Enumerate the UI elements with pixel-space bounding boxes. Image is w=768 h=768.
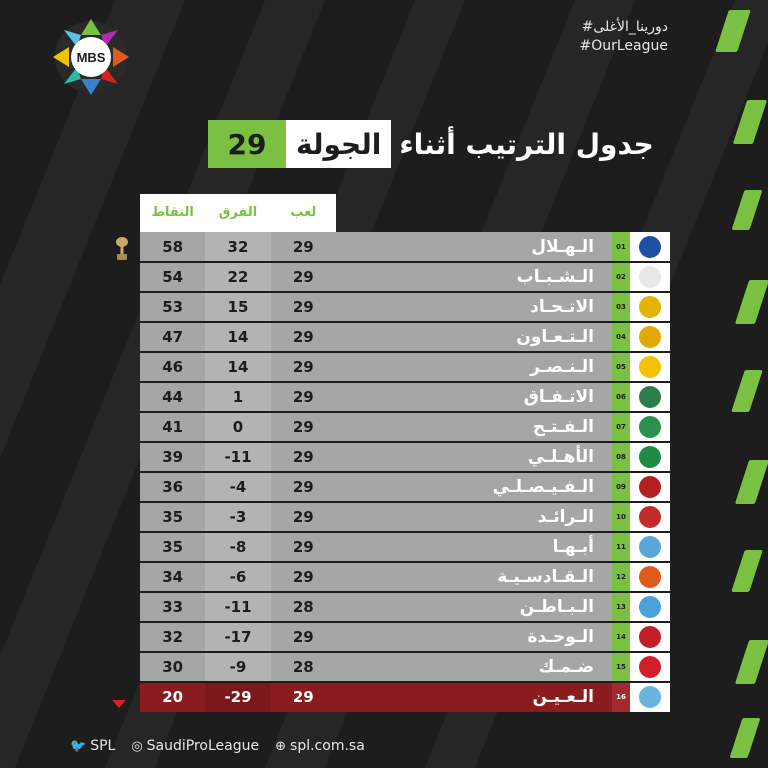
team-name: الـرائـد bbox=[537, 507, 594, 527]
row-separator bbox=[140, 681, 670, 683]
diff-cell: -9 bbox=[205, 652, 270, 682]
badge-cell bbox=[630, 442, 670, 472]
row-separator bbox=[140, 501, 670, 503]
hashtag-arabic: #دورينا_الأغلى bbox=[581, 19, 668, 35]
badge-cell bbox=[630, 352, 670, 382]
table-row bbox=[140, 322, 670, 352]
row-stats bbox=[140, 532, 336, 562]
website-link[interactable]: ⊕ spl.com.sa bbox=[275, 738, 365, 754]
row-stats bbox=[140, 352, 336, 382]
badge-cell bbox=[630, 262, 670, 292]
badge-cell bbox=[630, 652, 670, 682]
rank-cell: 02 bbox=[612, 262, 630, 292]
team-badge-icon bbox=[639, 356, 661, 378]
instagram-handle[interactable]: ◎ SaudiProLeague bbox=[131, 738, 260, 754]
table-row bbox=[140, 652, 670, 682]
team-name: الأهـلـي bbox=[527, 447, 594, 467]
row-separator bbox=[140, 471, 670, 473]
badge-cell bbox=[630, 382, 670, 412]
table-row bbox=[140, 262, 670, 292]
points-cell: 41 bbox=[162, 418, 184, 436]
rank-cell: 15 bbox=[612, 652, 630, 682]
row-separator bbox=[140, 621, 670, 623]
rank-cell: 06 bbox=[612, 382, 630, 412]
played-cell: 29 bbox=[292, 388, 314, 406]
rank-cell: 07 bbox=[612, 412, 630, 442]
standings-table bbox=[140, 232, 670, 718]
points-cell: 35 bbox=[162, 508, 184, 526]
points-cell: 36 bbox=[162, 478, 184, 496]
team-name-cell bbox=[336, 232, 612, 262]
played-cell: 29 bbox=[292, 538, 314, 556]
twitter-icon: 🐦 bbox=[70, 739, 87, 754]
team-name: الـبـاطـن bbox=[519, 597, 594, 617]
rank-cell: 03 bbox=[612, 292, 630, 322]
diff-cell: 14 bbox=[205, 322, 270, 352]
diff-cell: -6 bbox=[205, 562, 270, 592]
badge-cell bbox=[630, 532, 670, 562]
badge-cell bbox=[630, 472, 670, 502]
diff-cell: 1 bbox=[205, 382, 270, 412]
row-separator bbox=[140, 531, 670, 533]
points-cell: 35 bbox=[162, 538, 184, 556]
table-row bbox=[140, 622, 670, 652]
row-stats bbox=[140, 232, 336, 262]
badge-cell bbox=[630, 502, 670, 532]
team-name-cell bbox=[336, 532, 612, 562]
team-name-cell bbox=[336, 292, 612, 322]
table-row bbox=[140, 352, 670, 382]
team-name-cell bbox=[336, 352, 612, 382]
row-stats bbox=[140, 442, 336, 472]
badge-cell bbox=[630, 622, 670, 652]
rank-cell: 04 bbox=[612, 322, 630, 352]
points-cell: 54 bbox=[162, 268, 184, 286]
team-badge-icon bbox=[639, 296, 661, 318]
rank-cell: 09 bbox=[612, 472, 630, 502]
table-header bbox=[140, 194, 336, 232]
team-name: أبـهـا bbox=[552, 537, 594, 557]
team-badge-icon bbox=[639, 476, 661, 498]
team-name: الـقـادسـيـة bbox=[497, 567, 594, 587]
column-played: لعب bbox=[290, 205, 317, 220]
team-name: ضـمـك bbox=[538, 657, 594, 677]
table-row bbox=[140, 382, 670, 412]
accent-shard bbox=[731, 370, 763, 412]
team-name: الـفـتـح bbox=[532, 417, 594, 437]
row-stats bbox=[140, 622, 336, 652]
played-cell: 29 bbox=[292, 268, 314, 286]
played-cell: 29 bbox=[292, 628, 314, 646]
team-badge-icon bbox=[639, 506, 661, 528]
team-name-cell bbox=[336, 382, 612, 412]
table-row bbox=[140, 412, 670, 442]
badge-cell bbox=[630, 292, 670, 322]
played-cell: 28 bbox=[292, 658, 314, 676]
played-cell: 29 bbox=[292, 418, 314, 436]
points-cell: 44 bbox=[162, 388, 184, 406]
round-number: 29 bbox=[208, 120, 286, 168]
accent-shard bbox=[735, 460, 768, 504]
points-cell: 34 bbox=[162, 568, 184, 586]
footer bbox=[70, 738, 365, 754]
table-row bbox=[140, 592, 670, 622]
team-badge-icon bbox=[639, 686, 661, 708]
team-name: الـفـيـصـلـي bbox=[492, 477, 594, 497]
points-cell: 32 bbox=[162, 628, 184, 646]
rank-cell: 12 bbox=[612, 562, 630, 592]
row-stats bbox=[140, 262, 336, 292]
title-highlight: الجولة bbox=[286, 120, 391, 168]
row-separator bbox=[140, 321, 670, 323]
accent-shard bbox=[735, 280, 768, 324]
table-row bbox=[140, 682, 670, 712]
row-stats bbox=[140, 592, 336, 622]
accent-shard bbox=[735, 640, 768, 684]
badge-cell bbox=[630, 682, 670, 712]
rank-cell: 01 bbox=[612, 232, 630, 262]
accent-shard bbox=[731, 550, 763, 592]
team-name-cell bbox=[336, 592, 612, 622]
row-stats bbox=[140, 412, 336, 442]
team-name-cell bbox=[336, 622, 612, 652]
played-cell: 29 bbox=[292, 478, 314, 496]
points-cell: 53 bbox=[162, 298, 184, 316]
row-stats bbox=[140, 562, 336, 592]
diff-cell: 15 bbox=[205, 292, 270, 322]
team-name-cell bbox=[336, 652, 612, 682]
logo-text: MBS bbox=[76, 50, 106, 65]
points-cell: 39 bbox=[162, 448, 184, 466]
badge-cell bbox=[630, 232, 670, 262]
team-badge-icon bbox=[639, 446, 661, 468]
rank-cell: 11 bbox=[612, 532, 630, 562]
row-stats bbox=[140, 502, 336, 532]
points-cell: 46 bbox=[162, 358, 184, 376]
team-name: الـهـلال bbox=[531, 237, 594, 257]
points-cell: 33 bbox=[162, 598, 184, 616]
team-name: الـعـيـن bbox=[532, 687, 594, 707]
row-stats bbox=[140, 322, 336, 352]
played-cell: 28 bbox=[292, 598, 314, 616]
accent-shard bbox=[732, 190, 763, 230]
team-badge-icon bbox=[639, 626, 661, 648]
table-row bbox=[140, 472, 670, 502]
rank-cell: 05 bbox=[612, 352, 630, 382]
badge-cell bbox=[630, 562, 670, 592]
team-name: الـوحـدة bbox=[527, 627, 594, 647]
badge-cell bbox=[630, 412, 670, 442]
team-badge-icon bbox=[639, 416, 661, 438]
badge-cell bbox=[630, 322, 670, 352]
hashtag-english: #OurLeague bbox=[579, 37, 668, 54]
row-separator bbox=[140, 651, 670, 653]
hashtags bbox=[580, 18, 669, 56]
instagram-icon: ◎ bbox=[131, 739, 143, 754]
played-cell: 29 bbox=[292, 328, 314, 346]
diff-cell: -8 bbox=[205, 532, 270, 562]
row-separator bbox=[140, 561, 670, 563]
rank-cell: 10 bbox=[612, 502, 630, 532]
team-name: الـشـبـاب bbox=[516, 267, 594, 287]
league-logo-icon bbox=[48, 14, 134, 100]
team-name-cell bbox=[336, 502, 612, 532]
diff-cell: -11 bbox=[205, 592, 270, 622]
diff-cell: -3 bbox=[205, 502, 270, 532]
diff-cell: -17 bbox=[205, 622, 270, 652]
relegation-marker-icon bbox=[112, 700, 126, 708]
team-name-cell bbox=[336, 322, 612, 352]
team-name: الـتـعـاون bbox=[516, 327, 594, 347]
team-name-cell bbox=[336, 262, 612, 292]
rank-cell: 14 bbox=[612, 622, 630, 652]
points-cell: 30 bbox=[162, 658, 184, 676]
team-badge-icon bbox=[639, 266, 661, 288]
points-cell: 20 bbox=[162, 688, 184, 706]
column-points: النقاط bbox=[151, 205, 194, 220]
row-separator bbox=[140, 441, 670, 443]
table-row bbox=[140, 292, 670, 322]
accent-shard bbox=[730, 718, 761, 758]
points-cell: 58 bbox=[162, 238, 184, 256]
rank-cell: 13 bbox=[612, 592, 630, 622]
row-separator bbox=[140, 291, 670, 293]
diff-cell: -29 bbox=[205, 682, 270, 712]
team-badge-icon bbox=[639, 236, 661, 258]
table-row bbox=[140, 562, 670, 592]
row-separator bbox=[140, 261, 670, 263]
globe-icon: ⊕ bbox=[275, 739, 287, 754]
diff-cell: 32 bbox=[205, 232, 270, 262]
points-cell: 47 bbox=[162, 328, 184, 346]
team-name-cell bbox=[336, 682, 612, 712]
diff-cell: -4 bbox=[205, 472, 270, 502]
trophy-icon bbox=[115, 236, 129, 262]
row-stats bbox=[140, 292, 336, 322]
row-stats bbox=[140, 382, 336, 412]
team-name-cell bbox=[336, 472, 612, 502]
played-cell: 29 bbox=[292, 298, 314, 316]
team-name: الاتـحـاد bbox=[530, 297, 594, 317]
team-badge-icon bbox=[639, 656, 661, 678]
team-badge-icon bbox=[639, 326, 661, 348]
page-title bbox=[208, 120, 654, 168]
table-row bbox=[140, 502, 670, 532]
table-row bbox=[140, 442, 670, 472]
table-row bbox=[140, 532, 670, 562]
diff-cell: 14 bbox=[205, 352, 270, 382]
title-prefix: جدول الترتيب أثناء bbox=[399, 127, 654, 161]
table-row bbox=[140, 232, 670, 262]
rank-cell: 16 bbox=[612, 682, 630, 712]
played-cell: 29 bbox=[292, 358, 314, 376]
team-badge-icon bbox=[639, 536, 661, 558]
row-separator bbox=[140, 381, 670, 383]
team-name: الـنـصـر bbox=[530, 357, 594, 377]
badge-cell bbox=[630, 592, 670, 622]
column-diff: الفرق bbox=[218, 205, 258, 220]
played-cell: 29 bbox=[292, 688, 314, 706]
row-stats bbox=[140, 652, 336, 682]
diff-cell: -11 bbox=[205, 442, 270, 472]
twitter-handle[interactable]: 🐦 SPL bbox=[70, 738, 116, 754]
team-name-cell bbox=[336, 442, 612, 472]
team-name-cell bbox=[336, 412, 612, 442]
team-badge-icon bbox=[639, 596, 661, 618]
played-cell: 29 bbox=[292, 508, 314, 526]
team-name-cell bbox=[336, 562, 612, 592]
team-name: الاتـفـاق bbox=[523, 387, 594, 407]
team-badge-icon bbox=[639, 566, 661, 588]
row-separator bbox=[140, 411, 670, 413]
played-cell: 29 bbox=[292, 568, 314, 586]
played-cell: 29 bbox=[292, 448, 314, 466]
diff-cell: 0 bbox=[205, 412, 270, 442]
row-separator bbox=[140, 591, 670, 593]
diff-cell: 22 bbox=[205, 262, 270, 292]
team-badge-icon bbox=[639, 386, 661, 408]
rank-cell: 08 bbox=[612, 442, 630, 472]
row-stats bbox=[140, 682, 336, 712]
row-separator bbox=[140, 351, 670, 353]
played-cell: 29 bbox=[292, 238, 314, 256]
row-stats bbox=[140, 472, 336, 502]
